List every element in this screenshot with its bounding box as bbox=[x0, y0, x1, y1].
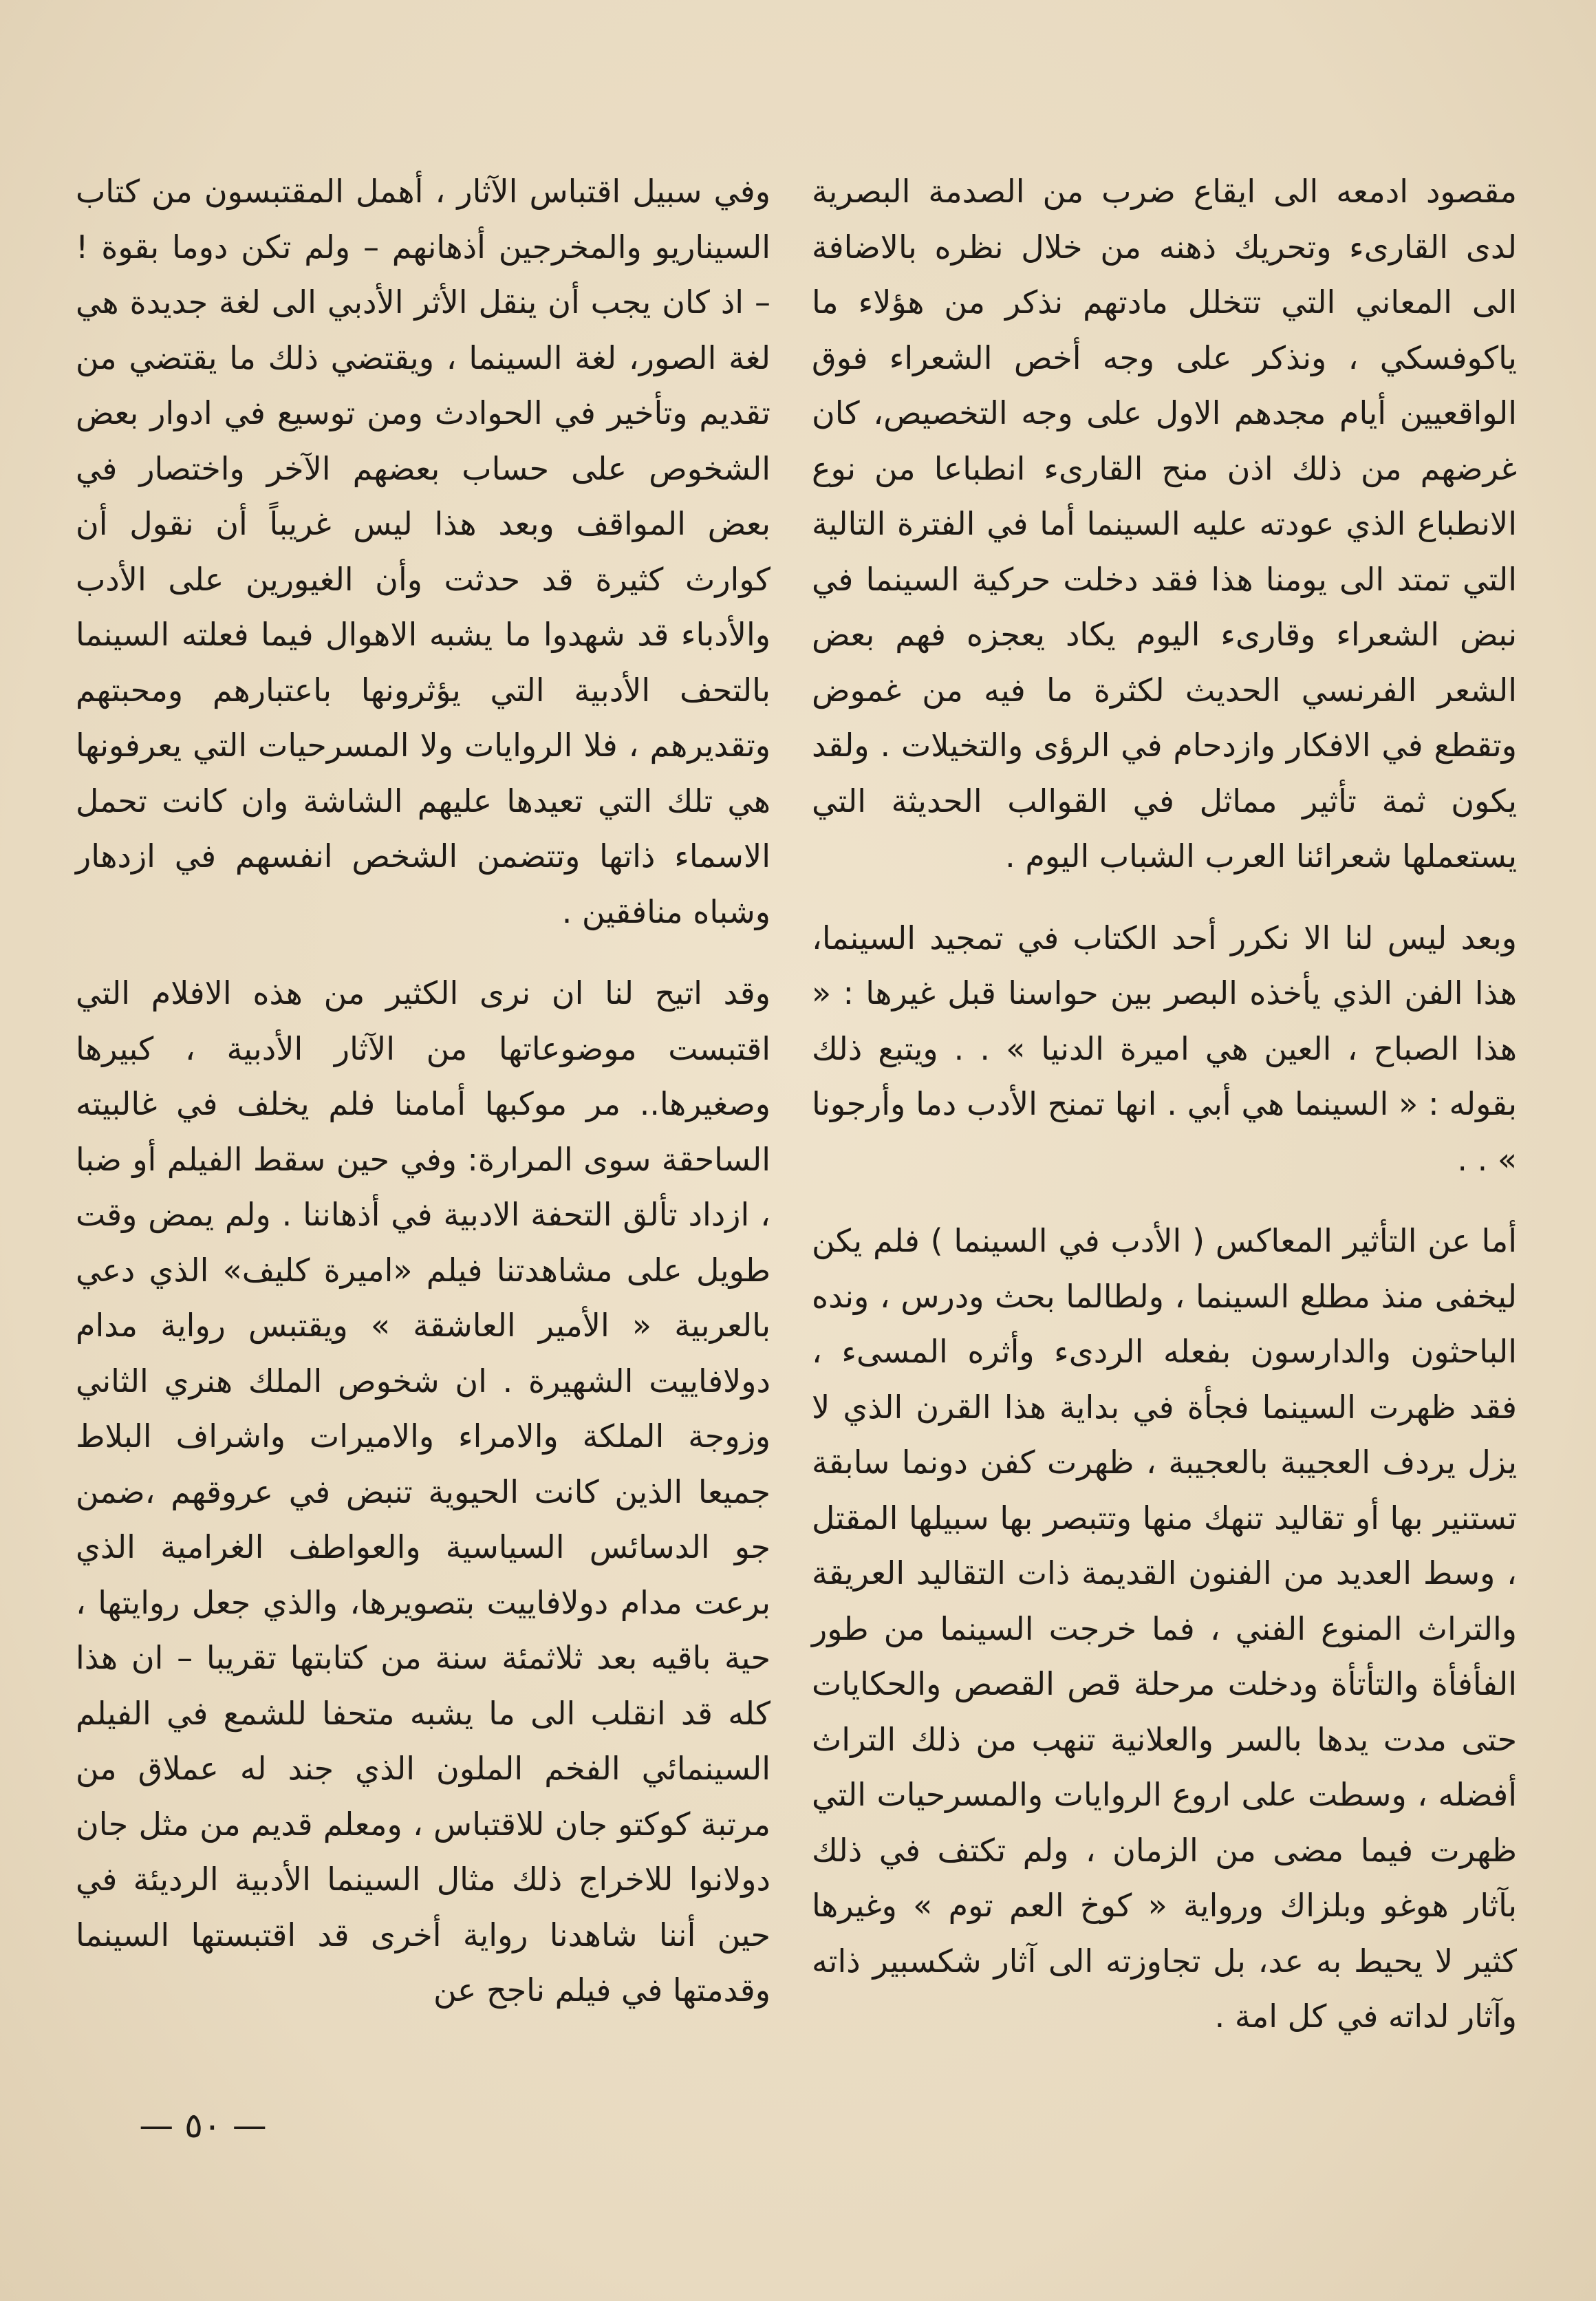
right-paragraph-3: أما عن التأثير المعاكس ( الأدب في السينما ) فلم يكن ليخفى منذ مطلع السينما ، ولطالما بحث ودرس ، ونده الباحثون والدارسون بفعله الردىء وأثره المسىء ، فقد ظهرت السينما فجأة في بداية هذا القرن الذي لا يزل يردف العجيبة بالعجيبة ، ظهرت كفن دونما سابقة تستنير بها أو تقاليد تنهك منها وتتبصر بها سبيلها المقتل ، وسط العديد من الفنون القديمة ذات التقاليد العريقة والتراث المنوع الفني ، فما خرجت السينما من طور الفأفأة والتأتأة ودخلت مرحلة قص القصص والحكايات حتى مدت يدها بالسر والعلانية تنهب من ذلك التراث أفضله ، وسطت على اروع الروايات والمسرحيات التي ظهرت فيما مضى من الزمان ، ولم تكتف في ذلك بآثار هوغو وبلزاك ورواية « كوخ العم توم » وغيرها كثير لا يحيط به عد، بل تجاوزته الى آثار شكسبير ذاته وآثار لداته في كل امة . bbox=[812, 1222, 1517, 2035]
left-text-column bbox=[76, 164, 770, 2018]
page-number: — ٥٠ — bbox=[139, 2106, 267, 2145]
right-paragraph-2: وبعد ليس لنا الا نكرر أحد الكتاب في تمجيد السينما، هذا الفن الذي يأخذه البصر بين حواسنا قبل غيرها : « هذا الصباح ، العين هي اميرة الدنيا » . . ويتبع ذلك بقوله : « السينما هي أبي . انها تمنح الأدب دما وأرجونا » . . bbox=[812, 919, 1517, 1178]
right-text-column bbox=[812, 164, 1517, 2044]
right-paragraph-1: مقصود ادمعه الى ايقاع ضرب من الصدمة البصرية لدى القارىء وتحريك ذهنه من خلال نظره بالاضافة الى المعاني التي تتخلل مادتهم نذكر من هؤلاء ما ياكوفسكي ، ونذكر على وجه أخص الشعراء فوق الواقعيين أيام مجدهم الاول على وجه التخصيص، كان غرضهم من ذلك اذن منح القارىء انطباعا من نوع الانطباع الذي عودته عليه السينما أما في الفترة التالية التي تمتد الى يومنا هذا فقد دخلت حركية السينما في نبض الشعراء وقارىء اليوم يكاد يعجزه فهم بعض الشعر الفرنسي الحديث لكثرة ما فيه من غموض وتقطع في الافكار وازدحام في الرؤى والتخيلات . ولقد يكون ثمة تأثير مماثل في القوالب الحديثة التي يستعملها شعرائنا العرب الشباب اليوم . bbox=[812, 173, 1517, 875]
left-paragraph-2: وقد اتيح لنا ان نرى الكثير من هذه الافلام التي اقتبست موضوعاتها من الآثار الأدبية ، كبيرها وصغيرها.. مر موكبها أمامنا فلم يخلف في غالبيته الساحقة سوى المرارة: وفي حين سقط الفيلم أو ضبا ، ازداد تألق التحفة الادبية في أذهاننا . ولم يمض وقت طويل على مشاهدتنا فيلم «اميرة كليف» الذي دعي بالعربية « الأمير العاشقة » ويقتبس رواية مدام دولافاييت الشهيرة . ان شخوص الملك هنري الثاني وزوجة الملكة والامراء والاميرات واشراف البلاط جميعا الذين كانت الحيوية تنبض في عروقهم ،ضمن جو الدسائس السياسية والعواطف الغرامية الذي برعت مدام دولافاييت بتصويرها، والذي جعل روايتها ، حية باقيه بعد ثلاثمئة سنة من كتابتها تقريبا – ان هذا كله قد انقلب الى ما يشبه متحفا للشمع في الفيلم السينمائي الفخم الملون الذي جند له عملاق من مرتبة كوكتو جان للاقتباس ، ومعلم قديم من مثل جان دولانوا للاخراج ذلك مثال السينما الأدبية الرديئة في حين أننا شاهدنا رواية أخرى قد اقتبستها السينما وقدمتها في فيلم ناجح عن bbox=[76, 974, 770, 2009]
left-paragraph-1: وفي سبيل اقتباس الآثار ، أهمل المقتبسون من كتاب السيناريو والمخرجين أذهانهم – ولم تكن دوما بقوة ! – اذ كان يجب أن ينقل الأثر الأدبي الى لغة جديدة هي لغة الصور، لغة السينما ، ويقتضي ذلك ما يقتضي من تقديم وتأخير في الحوادث ومن توسيع في ادوار بعض الشخوص على حساب بعضهم الآخر واختصار في بعض المواقف وبعد هذا ليس غريباً أن نقول أن كوارث كثيرة قد حدثت وأن الغيورين على الأدب والأدباء قد شهدوا ما يشبه الاهوال فيما فعلته السينما بالتحف الأدبية التي يؤثرونها باعتبارهم ومحبتهم وتقديرهم ، فلا الروايات ولا المسرحيات التي يعرفونها هي تلك التي تعيدها عليهم الشاشة وان كانت تحمل الاسماء ذاتها وتتضمن الشخص انفسهم في ازدهار وشباه منافقين . bbox=[76, 173, 770, 930]
